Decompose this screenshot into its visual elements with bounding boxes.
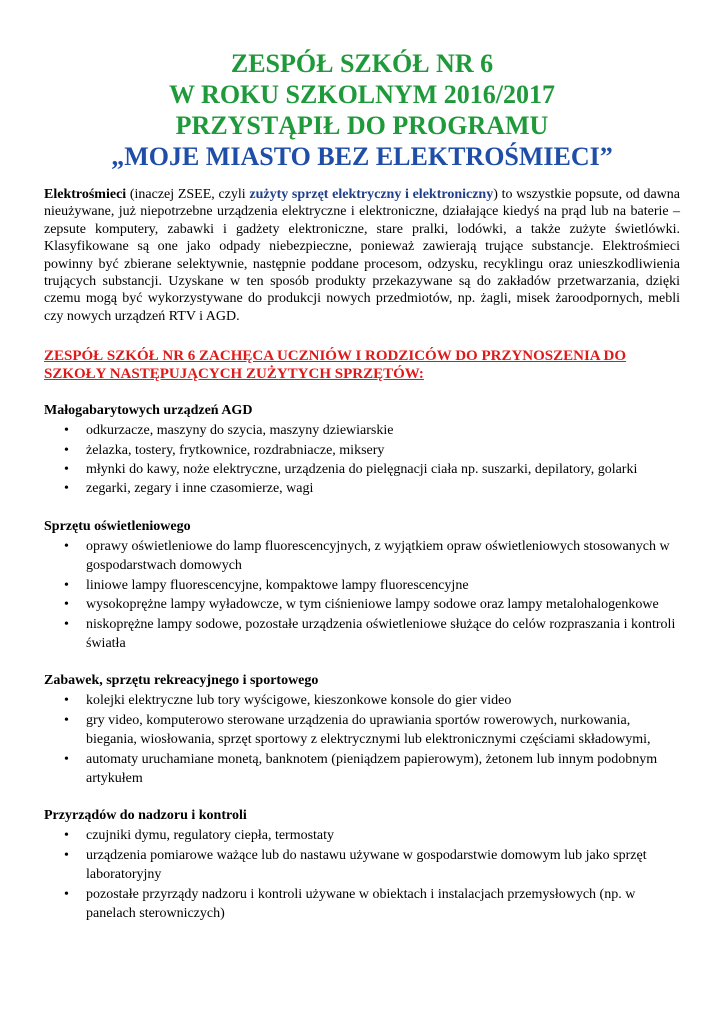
list-item: • gry video, komputerowo sterowane urządzenia do uprawiania sportów rowerowych, nurkowania, biegania, wiosłowania, sprzęt sportowy z elektrycznymi lub elektronicznymi częściami składowymi, <box>86 711 680 750</box>
title-line-3: PRZYSTĄPIŁ DO PROGRAMU <box>175 111 549 140</box>
list-item: • pozostałe przyrządy nadzoru i kontroli używane w obiektach i instalacjach przemysłowych (np. w panelach sterowniczych) <box>86 885 680 924</box>
section-monitoring <box>44 806 680 923</box>
intro-paragraph <box>44 186 680 325</box>
section-title: Przyrządów do nadzoru i kontroli <box>44 808 247 824</box>
intro-highlight: zużyty sprzęt elektryczny i elektroniczny <box>249 187 494 202</box>
title-line-1: ZESPÓŁ SZKÓŁ NR 6 <box>230 49 494 78</box>
intro-text-1: (inaczej ZSEE, czyli <box>126 187 250 202</box>
list-item: • wysokoprężne lampy wyładowcze, w tym ciśnieniowe lampy sodowe oraz lampy metalohalogenkowe <box>86 595 680 614</box>
list-item: • oprawy oświetleniowe do lamp fluorescencyjnych, z wyjątkiem opraw oświetleniowych stosowanych w gospodarstwach domowych <box>86 537 680 576</box>
item-list <box>44 537 680 653</box>
document-title <box>44 0 680 172</box>
item-list <box>44 421 680 499</box>
list-item: • młynki do kawy, noże elektryczne, urządzenia do pielęgnacji ciała np. suszarki, depilatory, golarki <box>86 460 680 479</box>
sections-container <box>44 401 680 923</box>
list-item: • kolejki elektryczne lub tory wyścigowe, kieszonkowe konsole do gier video <box>86 691 680 710</box>
item-list <box>44 691 680 788</box>
section-toys-sports <box>44 671 680 788</box>
intro-text-2: ) to wszystkie popsute, od dawna nieużywane, już niepotrzebne urządzenia elektryczne i elektroniczne, działające kiedyś na prąd lub na baterie – zepsute komputery, zabawki i gadżety elektroniczne, stare pralki, lodówki, a także zużyte świetlówki. Klasyfikowane są one jako odpady niebezpieczne, ponieważ zawierają trujące substancje. Elektrośmieci powinny być zbierane selektywnie, następnie poddane procesom, odzysku, recyklingu oraz unieszkodliwienia trujących substancji. Uzyskane w ten sposób produkty przekazywane są do zakładów przetwarzania, dzięki czemu mogą być wykorzystywane do produkcji nowych przedmiotów, np. żagli, misek żaroodpornych, mebli czy nowych urządzeń RTV i AGD. <box>44 187 680 324</box>
list-item: • odkurzacze, maszyny do szycia, maszyny dziewiarskie <box>86 421 680 440</box>
intro-term: Elektrośmieci <box>44 187 127 202</box>
list-item: • czujniki dymu, regulatory ciepła, termostaty <box>86 826 680 845</box>
section-title: Zabawek, sprzętu rekreacyjnego i sportowego <box>44 673 319 689</box>
list-item: • automaty uruchamiane monetą, banknotem (pieniądzem papierowym), żetonem lub innym podobnym artykułem <box>86 750 680 789</box>
item-list <box>44 826 680 923</box>
list-item: • żelazka, tostery, frytkownice, rozdrabniacze, miksery <box>86 441 680 460</box>
list-item: • liniowe lampy fluorescencyjne, kompaktowe lampy fluorescencyjne <box>86 576 680 595</box>
section-lighting <box>44 517 680 653</box>
section-agd <box>44 401 680 499</box>
title-line-4: „MOJE MIASTO BEZ ELEKTROŚMIECI” <box>111 142 613 171</box>
list-item: • urządzenia pomiarowe ważące lub do nastawu używane w gospodarstwie domowym lub jako sprzęt laboratoryjny <box>86 846 680 885</box>
section-title: Sprzętu oświetleniowego <box>44 518 191 534</box>
title-line-2: W ROKU SZKOLNYM 2016/2017 <box>169 80 555 109</box>
section-title: Małogabarytowych urządzeń AGD <box>44 403 253 419</box>
call-to-action-heading: ZESPÓŁ SZKÓŁ NR 6 ZACHĘCA UCZNIÓW I RODZICÓW DO PRZYNOSZENIA DO SZKOŁY NASTĘPUJĄCYCH ZUŻYTYCH SPRZĘTÓW: <box>44 348 627 383</box>
list-item: • zegarki, zegary i inne czasomierze, wagi <box>86 479 680 498</box>
list-item: • niskoprężne lampy sodowe, pozostałe urządzenia oświetleniowe służące do celów rozpraszania i kontroli światła <box>86 615 680 654</box>
